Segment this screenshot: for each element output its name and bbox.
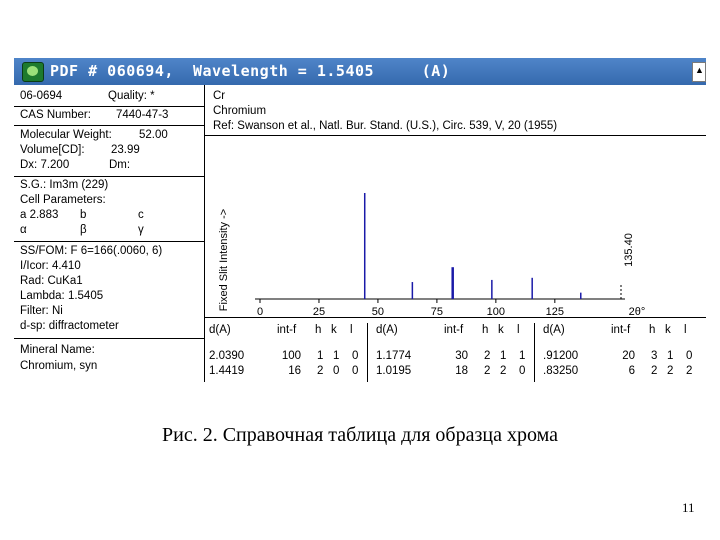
filter: Filter: Ni [20,305,63,317]
compound-name: Chromium [213,105,267,117]
x-tick-group [257,299,645,317]
y-max-label: 135.40 [623,233,635,267]
table-header: d(A) [209,324,231,336]
table-header: l [684,324,687,336]
x-tick-label: 25 [312,306,326,317]
divider [14,176,204,177]
x-tick-label: 100 [486,306,506,317]
table-cell: 2 [667,365,674,377]
cas-value: 7440-47-3 [116,109,169,121]
table-header: l [350,324,353,336]
table-header: int-f [277,324,297,336]
table-cell: 2 [686,365,693,377]
table-cell: 100 [281,350,301,362]
table-cell: .83250 [543,365,579,377]
arrow-up-icon: ▲ [695,65,704,75]
window-title: PDF # 060694, Wavelength = 1.5405 (A) [50,62,451,80]
table-cell: 16 [288,365,301,377]
table-cell: 1 [667,350,674,362]
x-tick-label: 50 [371,306,385,317]
volume-label: Volume[CD]: [20,144,85,156]
ss-fom: SS/FOM: F 6=166(.0060, 6) [20,245,163,257]
table-cell: 0 [519,365,526,377]
table-cell: 2 [484,350,491,362]
page-number: 11 [682,500,695,515]
table-cell: 18 [455,365,468,377]
pdf-number: 06-0694 [20,90,63,102]
table-cell: 2.0390 [209,350,245,362]
x-tick-label: 75 [430,306,444,317]
scroll-up-button[interactable] [692,62,706,82]
table-header: k [331,324,337,336]
y-axis-label: Fixed Slit Intensity -> [218,208,230,312]
dm-label: Dm: [109,159,131,171]
table-header: k [498,324,504,336]
formula: Cr [213,90,226,102]
quality-label: Quality: * [108,90,155,102]
table-cell: 2 [484,365,491,377]
cell-a: a 2.883 [20,209,59,221]
i-icor: I/Icor: 4.410 [20,260,81,272]
mineral-label: Mineral Name: [20,344,95,356]
lambda: Lambda: 1.5405 [20,290,104,302]
table-cell: 2 [317,365,324,377]
table-cell: 1 [317,350,324,362]
table-cell: 6 [628,365,635,377]
figure-caption: Рис. 2. Справочная таблица для образца хрома [162,424,558,446]
cell-beta: β [80,224,87,236]
window-titlebar[interactable] [14,58,706,85]
table-cell: 30 [455,350,468,362]
table-header: k [665,324,671,336]
x-tick-label: 125 [545,306,565,317]
dx-value: Dx: 7.200 [20,159,70,171]
cell-alpha: α [20,224,27,236]
cell-c: c [138,209,144,221]
column-divider [534,323,535,382]
x-tick-label: 0 [256,306,264,317]
table-cell: 20 [622,350,635,362]
mw-value: 52.00 [139,129,168,141]
divider [14,125,204,126]
divider [14,338,204,339]
table-header: d(A) [376,324,398,336]
table-cell: 1.0195 [376,365,412,377]
cas-label: CAS Number: [20,109,91,121]
peak-group [365,193,621,299]
table-cell: 1 [333,350,340,362]
diffraction-chart [205,135,706,317]
table-cell: 3 [651,350,658,362]
space-group: S.G.: Im3m (229) [20,179,109,191]
cell-b: b [80,209,87,221]
table-header: int-f [444,324,464,336]
cell-params-label: Cell Parameters: [20,194,106,206]
volume-value: 23.99 [111,144,140,156]
column-divider [367,323,368,382]
table-cell: 1 [519,350,526,362]
pdf-card-window [14,58,706,382]
table-cell: 1.4419 [209,365,245,377]
divider [14,241,204,242]
table-header: l [517,324,520,336]
table-cell: 1 [500,350,507,362]
d-spacing-method: d-sp: diffractometer [20,320,119,332]
pattern-panel [205,85,706,382]
table-header: h [649,324,656,336]
table-header: d(A) [543,324,565,336]
x-axis-unit: 2θ° [628,306,646,317]
mineral-value: Chromium, syn [20,360,98,372]
pdf-database-icon [22,62,44,82]
table-cell: 2 [651,365,658,377]
table-header: int-f [611,324,631,336]
radiation: Rad: CuKa1 [20,275,83,287]
table-cell: .91200 [543,350,579,362]
card-info-panel [14,85,205,382]
table-cell: 2 [500,365,507,377]
table-cell: 0 [333,365,340,377]
divider [14,106,204,107]
mw-label: Molecular Weight: [20,129,112,141]
table-cell: 0 [352,350,359,362]
cell-gamma: γ [138,224,144,236]
table-separator [205,317,706,318]
table-header: h [315,324,322,336]
table-header: h [482,324,489,336]
table-cell: 0 [686,350,693,362]
table-cell: 1.1774 [376,350,412,362]
table-cell: 0 [352,365,359,377]
reference: Ref: Swanson et al., Natl. Bur. Stand. (U.S.), Circ. 539, V, 20 (1955) [213,120,558,132]
